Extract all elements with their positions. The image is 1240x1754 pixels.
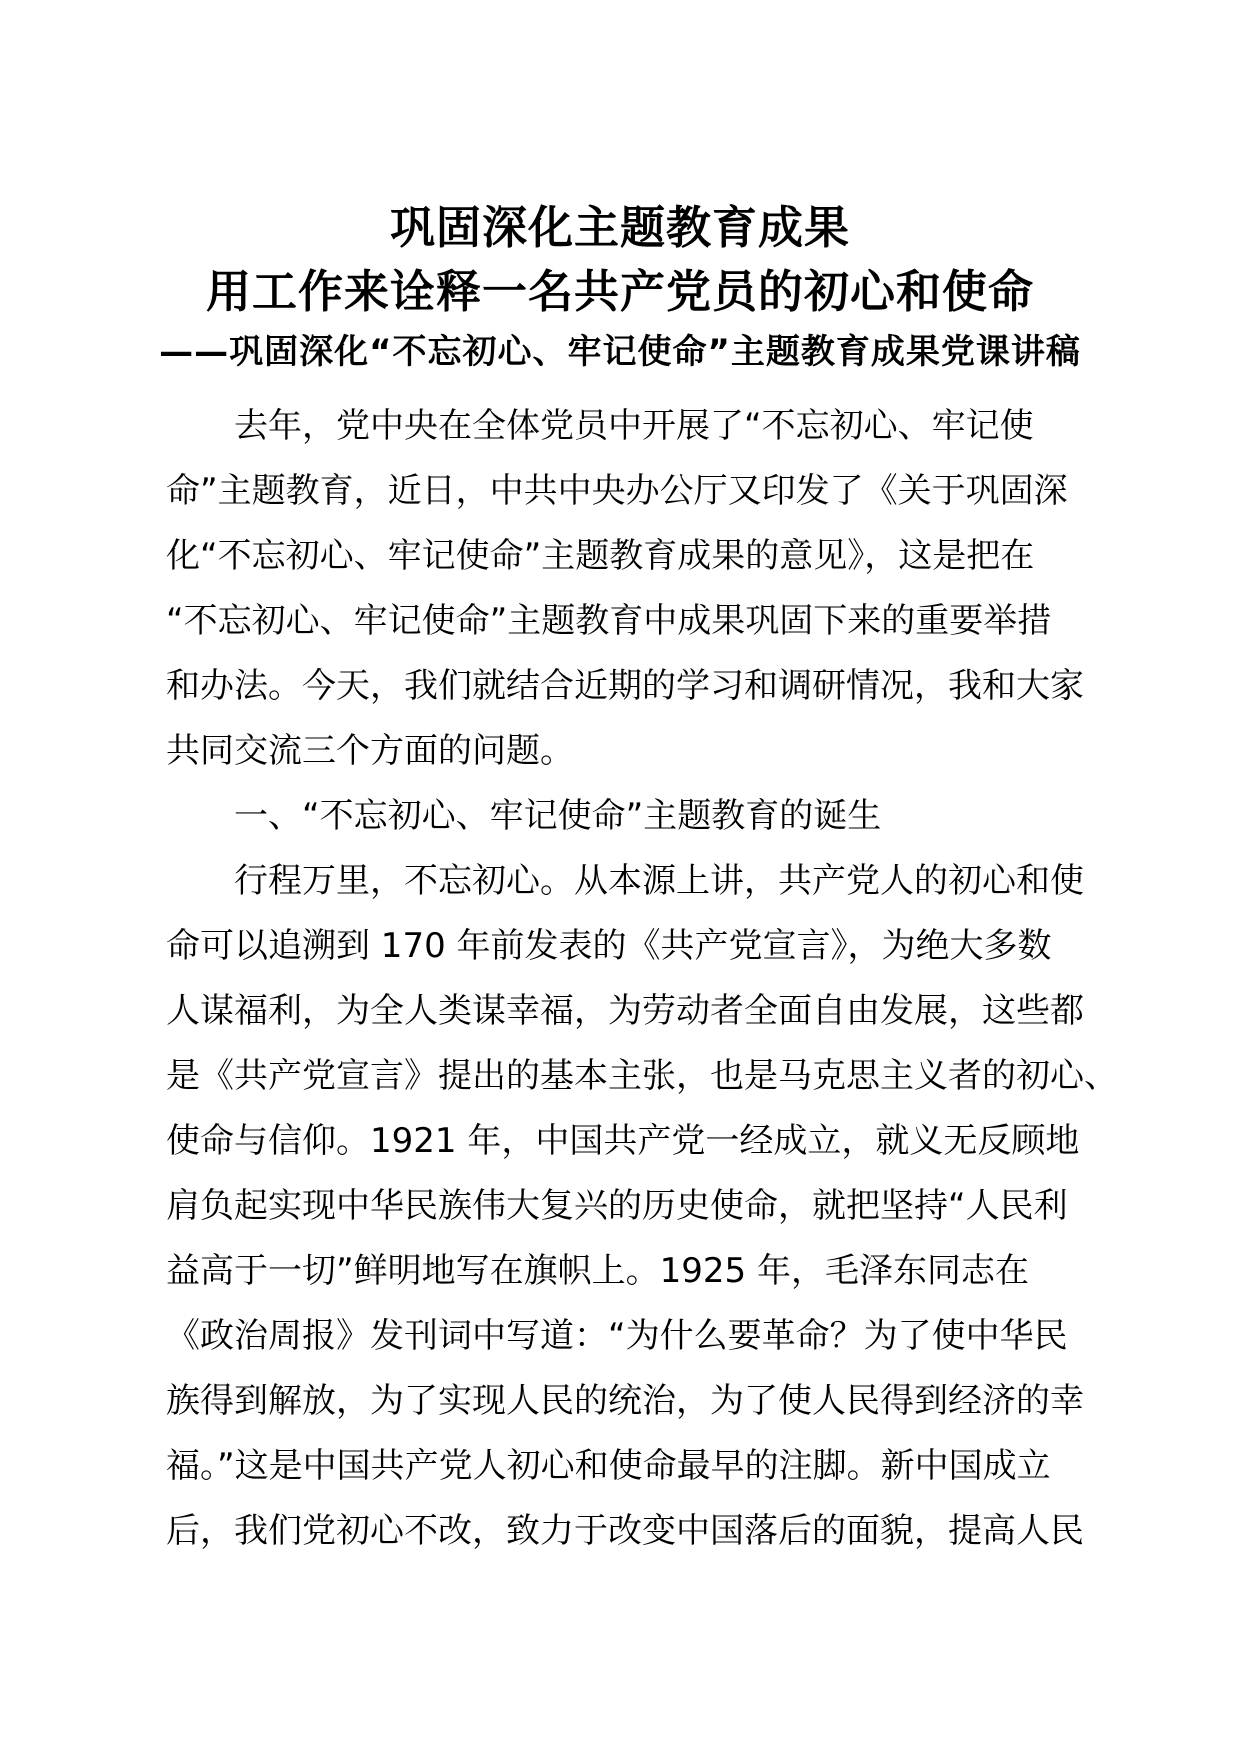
section-heading: 一、“不忘初心、牢记使命”主题教育的诞生 (166, 796, 882, 836)
body-line: 族得到解放，为了实现人民的统治，为了使人民得到经济的幸 (166, 1381, 1084, 1421)
body-line: 是《共产党宣言》提出的基本主张，也是马克思主义者的初心、 (166, 1056, 1118, 1096)
body-line: 命可以追溯到 170 年前发表的《共产党宣言》，为绝大多数 (166, 926, 1052, 966)
document-subtitle: ——巩固深化“不忘初心、牢记使命”主题教育成果党课讲稿 (159, 332, 1081, 372)
body-line: 去年，党中央在全体党员中开展了“不忘初心、牢记使 (166, 406, 1034, 446)
body-line: 福。”这是中国共产党人初心和使命最早的注脚。新中国成立 (166, 1446, 1051, 1486)
body-line: 和办法。今天，我们就结合近期的学习和调研情况，我和大家 (166, 666, 1084, 706)
document-title: 巩固深化主题教育成果 (389, 201, 850, 254)
body-line: 命”主题教育，近日，中共中央办公厅又印发了《关于巩固深 (166, 471, 1068, 511)
document-title-line-2: 用工作来诠释一名共产党员的初心和使命 (205, 265, 1034, 318)
body-line: 《政治周报》发刊词中写道：“为什么要革命？为了使中华民 (166, 1316, 1068, 1356)
body-line: 后，我们党初心不改，致力于改变中国落后的面貌，提高人民 (166, 1511, 1084, 1551)
body-line: “不忘初心、牢记使命”主题教育中成果巩固下来的重要举措 (166, 601, 1052, 641)
body-line: 行程万里，不忘初心。从本源上讲，共产党人的初心和使 (166, 861, 1084, 901)
body-line: 共同交流三个方面的问题。 (166, 731, 574, 771)
body-line: 人谋福利，为全人类谋幸福，为劳动者全面自由发展，这些都 (166, 991, 1084, 1031)
body-line: 肩负起实现中华民族伟大复兴的历史使命，就把坚持“人民利 (166, 1186, 1068, 1226)
body-line: 益高于一切”鲜明地写在旗帜上。1925 年，毛泽东同志在 (166, 1251, 1029, 1291)
body-line: 使命与信仰。1921 年，中国共产党一经成立，就义无反顾地 (166, 1121, 1080, 1161)
body-line: 化“不忘初心、牢记使命”主题教育成果的意见》，这是把在 (166, 536, 1035, 576)
